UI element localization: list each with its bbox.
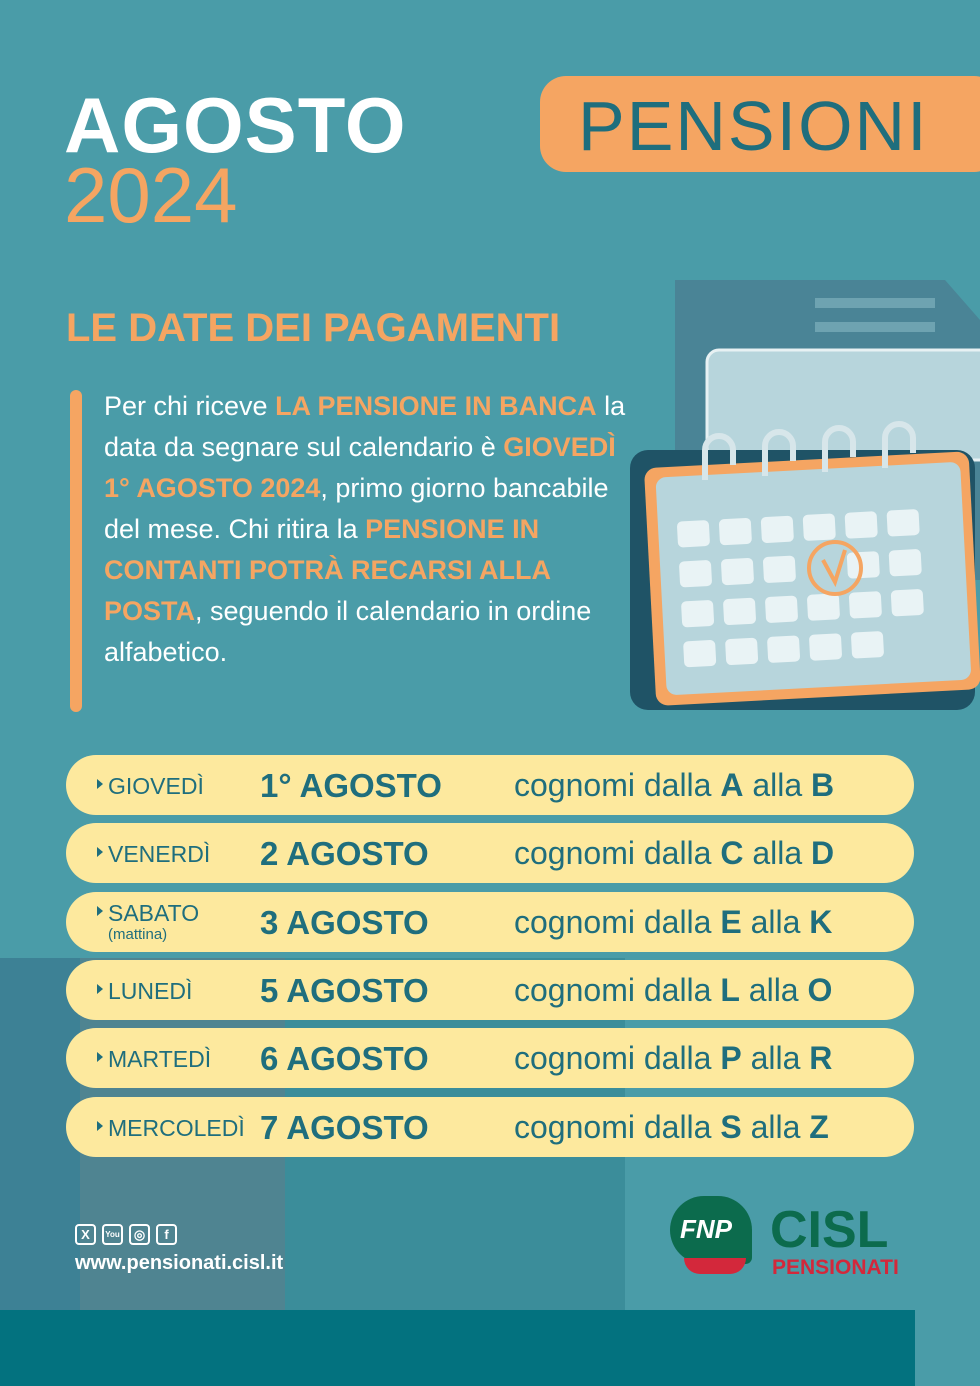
payment-date: 3 AGOSTO [260, 903, 429, 941]
pensioni-badge: PENSIONI [540, 76, 980, 172]
instagram-icon[interactable]: ◎ [129, 1224, 150, 1245]
payment-date: 6 AGOSTO [260, 1040, 429, 1078]
month-title: AGOSTO [64, 81, 407, 169]
weekday: LUNEDÌ [98, 978, 192, 1005]
weekday: GIOVEDÌ [98, 773, 204, 800]
weekday: MERCOLEDÌ [98, 1115, 245, 1142]
x-icon[interactable]: X [75, 1224, 96, 1245]
youtube-icon[interactable]: You [102, 1224, 123, 1245]
weekday: SABATO [98, 900, 199, 927]
weekday: MARTEDÌ [98, 1046, 211, 1073]
payment-date: 7 AGOSTO [260, 1108, 429, 1146]
pensionati-logo-text: PENSIONATI [772, 1256, 899, 1279]
weekday: VENERDÌ [98, 841, 210, 868]
facebook-icon[interactable]: f [156, 1224, 177, 1245]
bottom-band [0, 1310, 915, 1386]
weekday-note: (mattina) [108, 925, 168, 943]
schedule-row [66, 1097, 914, 1157]
schedule-row [66, 892, 914, 952]
payment-date: 5 AGOSTO [260, 971, 429, 1009]
fnp-text: FNP [680, 1214, 732, 1244]
accent-bar [70, 390, 82, 712]
intro-text: Per chi riceve LA PENSIONE IN BANCA la data da segnare sul calendario è GIOVEDÌ 1° AGOSTO 2024, primo giorno bancabile del mese. Chi ritira la PENSIONE IN CONTANTI POTRÀ RECARSI ALLA POSTA, seguendo il calendario in ordine alfabetico. [104, 391, 626, 667]
cisl-logo-text: CISL [770, 1201, 889, 1259]
payment-date: 2 AGOSTO [260, 835, 429, 873]
website-link[interactable]: www.pensionati.cisl.it [75, 1252, 284, 1274]
section-title: LE DATE DEI PAGAMENTI [66, 306, 561, 350]
surname-range: cognomi dalla L alla O [514, 971, 833, 1008]
calendar-illustration-icon [625, 250, 980, 720]
surname-range: cognomi dalla S alla Z [514, 1108, 829, 1145]
year-title: 2024 [64, 151, 238, 239]
schedule-row [66, 755, 914, 815]
surname-range: cognomi dalla E alla K [514, 903, 833, 940]
surname-range: cognomi dalla A alla B [514, 767, 835, 803]
schedule-row [66, 960, 914, 1020]
schedule-row [66, 823, 914, 883]
surname-range: cognomi dalla P alla R [514, 1040, 833, 1077]
payment-date: 1° AGOSTO [260, 767, 442, 804]
fnp-logo [670, 1196, 754, 1278]
surname-range: cognomi dalla C alla D [514, 835, 835, 872]
schedule-row [66, 1028, 914, 1088]
